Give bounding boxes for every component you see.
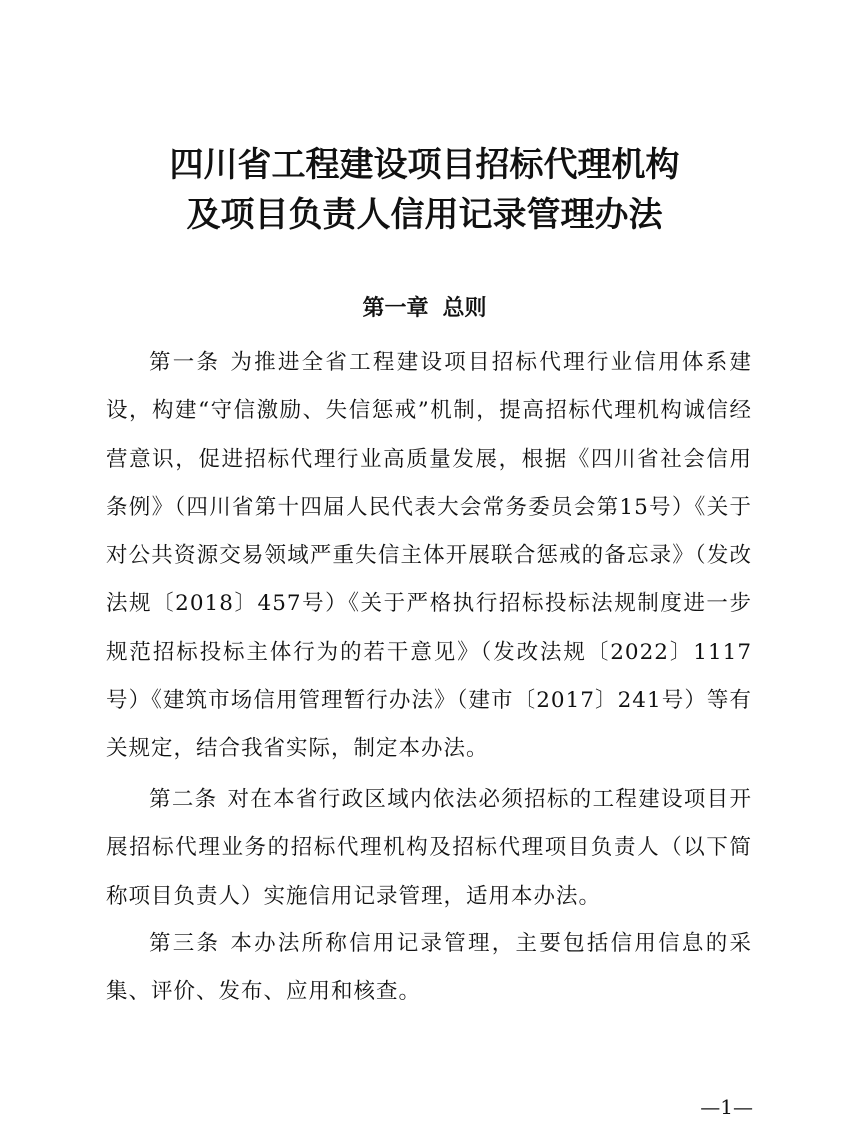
article-2-text: 对在本省行政区域内依法必须招标的工程建设项目开展招标代理业务的招标代理机构及招标代理项目负责人（以下简称项目负责人）实施信用记录管理，适用本办法。 xyxy=(106,787,752,909)
article-1-label: 第一条 xyxy=(149,350,221,375)
chapter-name: 总则 xyxy=(442,296,487,321)
chapter-heading xyxy=(0,292,849,326)
document-title-line-2: 及项目负责人信用记录管理办法 xyxy=(186,195,663,235)
article-2-label: 第二条 xyxy=(149,787,218,812)
article-3 xyxy=(106,920,752,1017)
article-1 xyxy=(106,339,752,774)
article-1-text: 为推进全省工程建设项目招标代理行业信用体系建设，构建“守信激励、失信惩戒”机制，提高招标代理机构诚信经营意识，促进招标代理行业高质量发展，根据《四川省社会信用条例》（四川省第十四届人民代表大会常务委员会第15号）《关于对公共资源交易领域严重失信主体开展联合惩戒的备忘录》（发改法规〔2018〕457号）《关于严格执行招标投标法规制度进一步规范招标投标主体行为的若干意见》（发改法规〔2022〕1117号）《建筑市场信用管理暂行办法》（建市〔2017〕241号）等有关规定，结合我省实际，制定本办法。 xyxy=(106,350,752,762)
page-number: —1— xyxy=(700,1095,753,1119)
chapter-number: 第一章 xyxy=(362,296,429,321)
article-3-label: 第三条 xyxy=(149,931,221,956)
article-2 xyxy=(106,776,752,921)
document-title-line-1: 四川省工程建设项目招标代理机构 xyxy=(169,145,680,185)
article-3-text: 本办法所称信用记录管理，主要包括信用信息的采集、评价、发布、应用和核查。 xyxy=(106,931,752,1005)
